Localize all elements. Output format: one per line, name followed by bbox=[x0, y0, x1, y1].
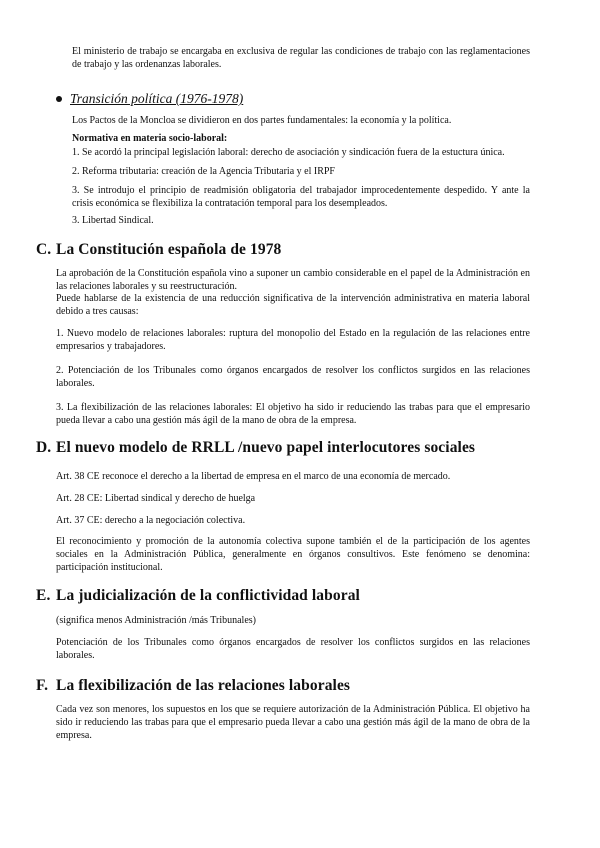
section-e-heading bbox=[36, 586, 360, 605]
bullet-title: Transición política (1976-1978) bbox=[70, 91, 244, 106]
normativa-item: 3. Libertad Sindical. bbox=[72, 215, 154, 226]
bullet-dot-icon bbox=[56, 96, 62, 102]
section-d-paragraph: Art. 37 CE: derecho a la negociación colectiva. bbox=[56, 515, 246, 526]
normativa-item: 2. Reforma tributaria: creación de la Agencia Tributaria y el IRPF bbox=[72, 166, 335, 177]
section-d-paragraph: Art. 38 CE reconoce el derecho a la libertad de empresa en el marco de una economía de mercado. bbox=[56, 471, 451, 482]
section-title: La judicialización de la conflictividad laboral bbox=[56, 587, 360, 604]
section-letter: F. bbox=[36, 677, 49, 694]
section-title: El nuevo modelo de RRLL /nuevo papel interlocutores sociales bbox=[56, 439, 476, 456]
section-e-paragraph: (significa menos Administración /más Tribunales) bbox=[56, 615, 256, 626]
section-title: La flexibilización de las relaciones laborales bbox=[56, 677, 351, 694]
section-f-paragraph: Cada vez son menores, los supuestos en los que se requiere autorización de la Administración Pública. El objetivo ha sido ir reduciendo las trabas para que el empresario pueda llevar a cabo una gestión más ágil de la mano de obra de la empresa. bbox=[56, 704, 530, 741]
intro-paragraph: El ministerio de trabajo se encargaba en exclusiva de regular las condiciones de trabajo con las reglamentaciones de trabajo y las ordenanzas laborales. bbox=[72, 46, 530, 70]
section-letter: D. bbox=[36, 439, 52, 456]
section-d-paragraph: Art. 28 CE: Libertad sindical y derecho de huelga bbox=[56, 493, 256, 504]
moncloa-paragraph: Los Pactos de la Moncloa se dividieron en dos partes fundamentales: la economía y la política. bbox=[72, 115, 452, 126]
normativa-item: 3. Se introdujo el principio de readmisión obligatoria del trabajador improcedentemente despedido. Y ante la crisis económica se flexibiliza la contratación temporal para los desempleados. bbox=[72, 185, 530, 209]
section-letter: C. bbox=[36, 241, 52, 258]
section-e-paragraph: Potenciación de los Tribunales como órganos encargados de resolver los conflictos surgidos en las relaciones laborales. bbox=[56, 637, 530, 661]
bullet-heading bbox=[56, 90, 536, 108]
section-d-heading bbox=[36, 438, 475, 457]
section-f-heading bbox=[36, 676, 350, 695]
section-c-heading bbox=[36, 240, 281, 259]
section-c-paragraph: La aprobación de la Constitución española vino a suponer un cambio considerable en el papel de la Administración en las relaciones laborales y su reestructuración. bbox=[56, 268, 530, 292]
section-c-paragraph: 2. Potenciación de los Tribunales como órganos encargados de resolver los conflictos surgidos en las relaciones laborales. bbox=[56, 365, 530, 389]
section-title: La Constitución española de 1978 bbox=[56, 241, 282, 258]
section-c-paragraph: Puede hablarse de la existencia de una reducción significativa de la intervención administrativa en materia laboral debido a tres causas: bbox=[56, 293, 530, 317]
normativa-subtitle: Normativa en materia socio-laboral: bbox=[72, 133, 228, 144]
section-letter: E. bbox=[36, 587, 51, 604]
section-c-paragraph: 3. La flexibilización de las relaciones laborales: El objetivo ha sido ir reduciendo las trabas para que el empresario pueda llevar a cabo una gestión más ágil de la mano de obra de la empresa. bbox=[56, 402, 530, 426]
section-d-paragraph: El reconocimiento y promoción de la autonomía colectiva supone también el de la participación de los agentes sociales en la Administración Pública, generalmente en órganos consultivos. Este fenómeno se denomina: participación institucional. bbox=[56, 536, 530, 573]
normativa-item: 1. Se acordó la principal legislación laboral: derecho de asociación y sindicación fuera de la estuctura única. bbox=[72, 147, 505, 158]
section-c-paragraph: 1. Nuevo modelo de relaciones laborales: ruptura del monopolio del Estado en la regulación de las relaciones entre empresarios y trabajadores. bbox=[56, 328, 530, 352]
